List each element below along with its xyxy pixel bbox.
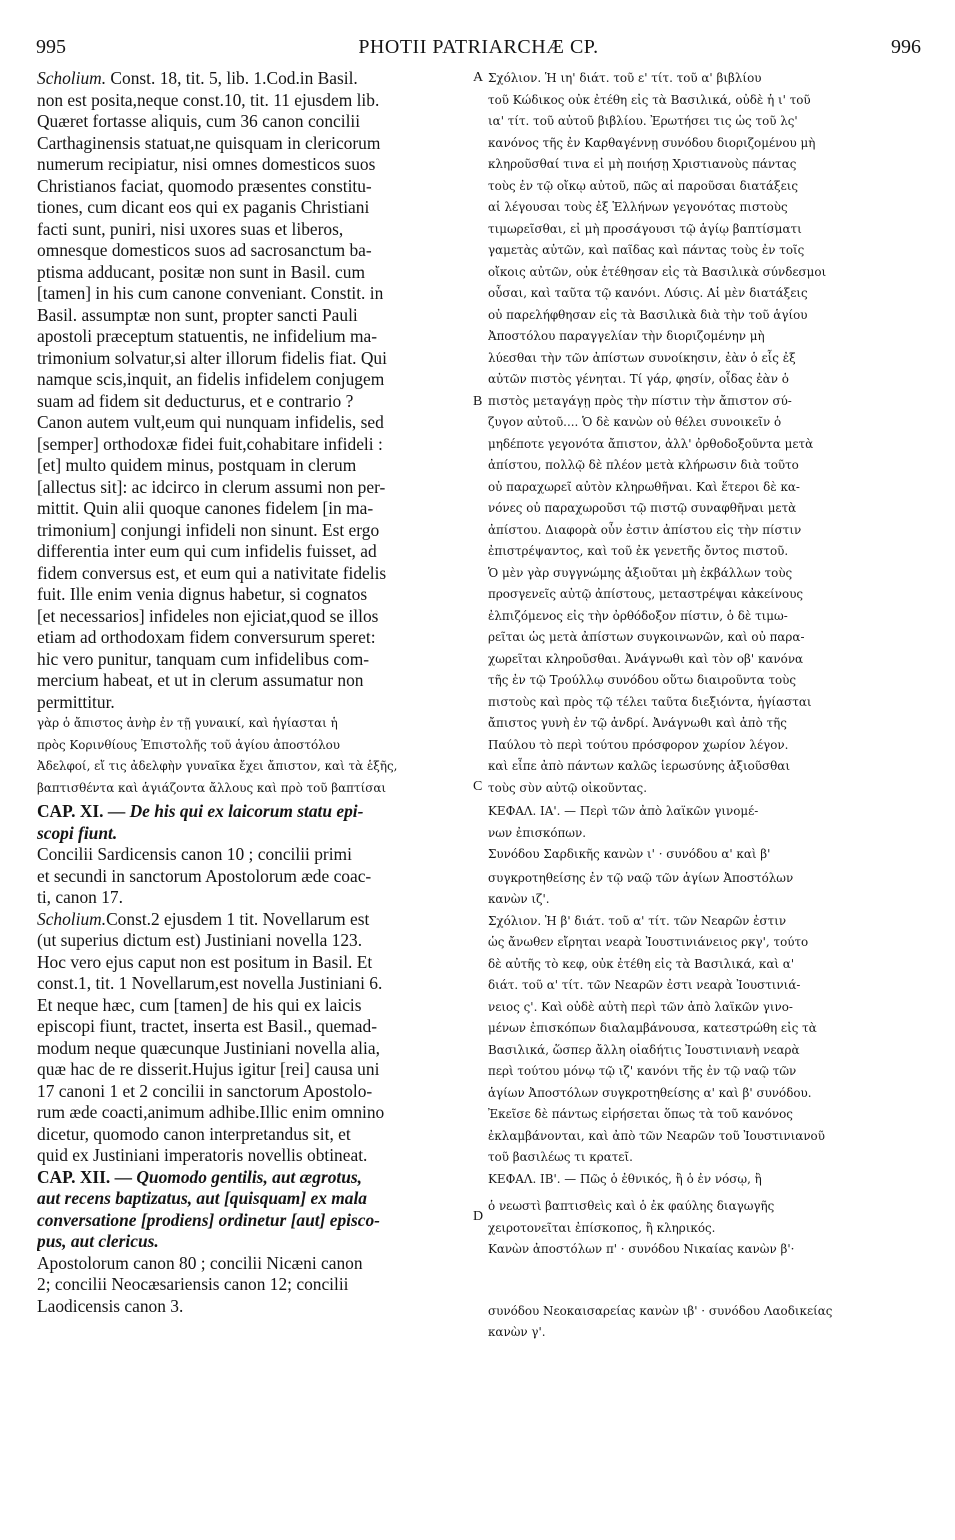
- text-run: modum neque quæcunque Justiniani novella alia,: [37, 1037, 380, 1058]
- greek-line: [488, 692, 924, 714]
- latin-line: [37, 541, 471, 563]
- text-run: ἀπίστου, πολλῷ δὲ πλέον μετὰ κλήρωσιν διὰ τοῦτο: [488, 458, 799, 472]
- greek-line: [488, 197, 924, 219]
- greek-line: [488, 412, 924, 434]
- greek-line: [488, 868, 924, 890]
- latin-line: [37, 283, 471, 305]
- running-header: [36, 36, 921, 62]
- margin-marker-c: C: [473, 779, 483, 794]
- greek-line: [488, 111, 924, 133]
- text-run: μηδέποτε γεγονότα ἄπιστον, ἀλλ' ὀρθοδοξοῦντα μετὰ: [488, 436, 814, 451]
- latin-line: [37, 930, 471, 952]
- greek-line: [488, 262, 924, 284]
- text-run: ἐπιστρέψαντος, καὶ τοῦ ἐκ γενετῆς ὄντος πιστοῦ.: [488, 544, 789, 558]
- text-run: Concilii Sardicensis canon 10 ; concilii primi: [37, 844, 352, 864]
- greek-line: [488, 154, 924, 176]
- latin-line: [37, 90, 471, 112]
- margin-marker-b: B: [473, 394, 483, 409]
- text-run: ti, canon 17.: [37, 887, 123, 907]
- greek-line: [488, 932, 924, 954]
- text-run: apostoli præceptum statuentis, ne infidelium ma-: [37, 326, 378, 346]
- greek-line: [488, 735, 924, 757]
- text-run: ια' τίτ. τοῦ αὐτοῦ βιβλίου. Ἐρωτήσει τις ὡς τοῦ λς': [488, 114, 798, 128]
- text-run: νων ἐπισκόπων.: [488, 825, 587, 840]
- latin-line: [37, 391, 471, 413]
- latin-line: [37, 305, 471, 327]
- greek-line: [488, 348, 924, 370]
- text-run: pus, aut clericus.: [37, 1231, 159, 1251]
- text-run: mittit. Quin alii quoque canones fidelem [in ma-: [37, 498, 374, 518]
- greek-line: [488, 1147, 924, 1169]
- running-title: PHOTII PATRIARCHÆ CP.: [358, 36, 599, 58]
- text-run: διάτ. τοῦ α' τίτ. τῶν Νεαρῶν ἐστι νεαρὰ Ἰουστινιά-: [488, 978, 801, 992]
- text-run: rum æde coacti,animum adhibe.Illic enim omnino: [37, 1102, 385, 1122]
- text-run: Hoc vero ejus caput non est positum in Basil. Et: [37, 951, 373, 972]
- text-run: πρὸς Κορινθίους Ἐπιστολῆς τοῦ ἁγίου ἀποστόλου: [37, 737, 341, 752]
- text-run: Ὁ μὲν γὰρ συγγνώμης ἀξιοῦται μὴ ἐκβάλλων τοὺς: [488, 565, 793, 580]
- text-run: Scholium.: [37, 908, 107, 929]
- text-run: Quæret fortasse aliquis, cum 36 canon concilii: [37, 111, 361, 131]
- latin-line: [37, 1188, 471, 1210]
- greek-line: [488, 434, 924, 456]
- text-run: permittitur.: [37, 691, 115, 712]
- text-run: οἴκοις αὐτῶν, οὐκ ἐτέθησαν εἰς τὰ Βασιλικὰ σύνδεσμοι: [488, 264, 827, 279]
- text-run: scopi fiunt.: [37, 822, 118, 843]
- text-run: Carthaginensis statuat,ne quisquam in clericorum: [37, 132, 381, 153]
- text-run: fidem conversus est, et eum qui a nativitate fidelis: [37, 562, 387, 583]
- text-run: Christianos faciat, quomodo præsentes constitu-: [37, 175, 372, 196]
- latin-line: [37, 176, 471, 198]
- text-run: [et] multo quidem minus, postquam in clerum: [37, 455, 357, 475]
- text-run: πιστοὺς καὶ πρὸς τῷ τέλει ταῦτα διεξιόντα, ἡγίασται: [488, 694, 812, 709]
- latin-line: [37, 713, 471, 735]
- text-run: ὁ νεωστὶ βαπτισθεὶς καὶ ὁ ἐκ φαύλης διαγωγῆς: [488, 1199, 775, 1213]
- greek-line: [488, 778, 924, 800]
- text-run: προσγενεῖς αὐτῷ ἀπίστους, μεταστρέψαι κἀκείνους: [488, 587, 804, 601]
- latin-line: [37, 240, 471, 262]
- latin-line: [37, 326, 471, 348]
- latin-line: [37, 1274, 471, 1296]
- latin-line: [37, 68, 471, 90]
- text-run: Σχόλιον. Ἡ ιη' διάτ. τοῦ ε' τίτ. τοῦ α' βιβλίου: [488, 71, 762, 85]
- text-run: οὐ παραχωρεῖ αὐτὸν κληρωθῆναι. Καὶ ἕτεροι δὲ κα-: [488, 479, 800, 494]
- text-run: νειος ς'. Καὶ οὐδὲ αὐτὴ περὶ τῶν ἀπὸ λαϊκῶν γινο-: [488, 999, 793, 1014]
- greek-line: [488, 670, 924, 692]
- text-run: γαμετὰς αὐτῶν, καὶ παῖδας καὶ πάντας τοὺς ἐν τοῖς: [488, 243, 805, 257]
- latin-line: [37, 692, 471, 714]
- text-run: κανόνος τῆς ἐν Καρθαγέννῃ συνόδου διοριζομένου μὴ: [488, 135, 816, 150]
- text-run: λύεσθαι τὴν τῶν ἀπίστων συνοίκησιν, ἐὰν ὁ εἷς ἐξ: [488, 350, 796, 365]
- text-run: const.1, tit. 1 Novellarum,est novella Justiniani 6.: [37, 973, 383, 993]
- text-run: Basil. assumptæ non sunt, propter sancti Pauli: [37, 304, 358, 325]
- latin-line: [37, 1124, 471, 1146]
- latin-line: [37, 133, 471, 155]
- text-run: κανὼν γ'.: [488, 1325, 546, 1339]
- text-run: (ut superius dictum est) Justiniani novella 123.: [37, 930, 363, 950]
- greek-line: [488, 563, 924, 585]
- text-run: Βασιλικά, ὥσπερ ἄλλη οἱαδήτις Ἰουστινιανὴ νεαρὰ: [488, 1042, 800, 1057]
- latin-line: [37, 756, 471, 778]
- text-run: ὡς ἄνωθεν εἴρηται νεαρὰ Ἰουστινιάνειος ρκγ', τούτο: [488, 935, 809, 949]
- text-run: etiam ad orthodoxam fidem conversurum speret:: [37, 627, 376, 647]
- latin-line: [37, 219, 471, 241]
- text-run: aut recens baptizatus, aut [quisquam] ex mala: [37, 1188, 367, 1208]
- latin-line: [37, 1167, 471, 1189]
- latin-line: [37, 649, 471, 671]
- greek-line: [488, 801, 924, 823]
- latin-line: [37, 844, 471, 866]
- latin-line: [37, 1253, 471, 1275]
- greek-line: [488, 1104, 924, 1126]
- latin-line: [37, 477, 471, 499]
- text-run: αἱ λέγουσαι τοὺς ἐξ Ἑλλήνων γεγονότας πιστοὺς: [488, 200, 788, 214]
- text-run: Laodicensis canon 3.: [37, 1295, 184, 1316]
- latin-line: [37, 973, 471, 995]
- text-run: quid ex Justiniani imperatoris novellis obtineat.: [37, 1145, 368, 1165]
- latin-line: [37, 606, 471, 628]
- text-run: [tamen] in his cum canone conveniant. Constit. in: [37, 283, 384, 303]
- latin-line: [37, 434, 471, 456]
- latin-line: [37, 1016, 471, 1038]
- latin-line: [37, 1038, 471, 1060]
- greek-line: [488, 1301, 924, 1323]
- text-run: Canon autem vult,eum qui nunquam infidelis, sed: [37, 412, 384, 432]
- text-run: μένων ἐπισκόπων διαλαμβάνουσα, κατεστρώθη εἰς τὰ: [488, 1021, 817, 1035]
- greek-line: [488, 477, 924, 499]
- greek-line: [488, 889, 924, 911]
- text-run: [et necessarios] infideles non ejiciat,quod se illos: [37, 605, 379, 626]
- greek-line: [488, 90, 924, 112]
- text-run: Const. 18, tit. 5, lib. 1.Cod.in Basil.: [106, 68, 358, 88]
- text-run: Παύλου τὸ περὶ τούτου πρόσφορον χωρίον λέγον.: [488, 737, 789, 752]
- greek-line: [488, 627, 924, 649]
- text-run: De his qui ex laicorum statu epi-: [129, 801, 364, 821]
- greek-line: [488, 1239, 924, 1261]
- latin-line: [37, 1102, 471, 1124]
- greek-line: [488, 606, 924, 628]
- text-run: namque scis,inquit, an fidelis infidelem conjugem: [37, 369, 385, 389]
- latin-line: [37, 1296, 471, 1318]
- greek-line: [488, 1083, 924, 1105]
- latin-line: [37, 1145, 471, 1167]
- text-run: ἐκλαμβάνονται, καὶ ἀπὸ τῶν Νεαρῶν τοῦ Ἰουστινιανοῦ: [488, 1128, 825, 1143]
- text-run: ἀπίστου. Διαφορὰ οὖν ἐστιν ἀπίστου εἰς τὴν πίστιν: [488, 522, 802, 537]
- text-run: οὐ παρελήφθησαν εἰς τὰ Βασιλικὰ διὰ τὴν τοῦ ἁγίου: [488, 307, 808, 322]
- latin-line: [37, 412, 471, 434]
- text-run: episcopi fiunt, tractet, inserta est Basil., quemad-: [37, 1016, 377, 1036]
- greek-line: [488, 541, 924, 563]
- text-run: καὶ εἶπε ἀπὸ πάντων καλῶς ἱερωσύνης ἀξιοῦσθαι: [488, 759, 790, 773]
- text-run: 2; concilii Neocæsariensis canon 12; concilii: [37, 1274, 349, 1294]
- text-run: τοὺς σὺν αὐτῷ οἰκοῦντας.: [488, 780, 647, 795]
- text-run: οὖσαι, καὶ ταῦτα τῷ κανόνι. Λύσις. Αἱ μὲν διατάξεις: [488, 286, 808, 300]
- text-run: fuit. Ille enim venia dignus habetur, si cognatos: [37, 584, 368, 604]
- page-number-right: 996: [891, 36, 921, 58]
- text-run: Ἀποστόλου παραγγελίαν τὴν διοριζομένην μὴ: [488, 329, 765, 343]
- latin-line: [37, 498, 471, 520]
- greek-line: [488, 1218, 924, 1240]
- latin-line: [37, 563, 471, 585]
- text-run: quæ hac de re disserit.Hujus igitur [rei] causa uni: [37, 1059, 380, 1079]
- latin-line: [37, 823, 471, 845]
- latin-line: [37, 369, 471, 391]
- latin-line: [37, 348, 471, 370]
- text-run: omnesque domesticos suos ad sacrosanctum ba-: [37, 240, 372, 260]
- greek-line: [488, 1040, 924, 1062]
- latin-line: [37, 1231, 471, 1253]
- text-run: περὶ τούτου μόνῳ τῷ ιζ' κανόνι τῆς ἐν τῷ ναῷ τῶν: [488, 1064, 797, 1078]
- greek-line: [488, 1061, 924, 1083]
- latin-line: [37, 995, 471, 1017]
- text-run: Συνόδου Σαρδικῆς κανὼν ι' · συνόδου α' καὶ β': [488, 847, 771, 861]
- greek-line: [488, 498, 924, 520]
- greek-line: [488, 975, 924, 997]
- text-run: et secundi in sanctorum Apostolorum æde coac-: [37, 865, 372, 886]
- text-run: συνόδου Νεοκαισαρείας κανὼν ιβ' · συνόδου Λαοδικείας: [488, 1303, 833, 1318]
- latin-line: [37, 111, 471, 133]
- greek-line: [488, 1196, 924, 1218]
- greek-line: [488, 391, 924, 413]
- latin-line: [37, 1081, 471, 1103]
- text-run: Scholium.: [37, 68, 107, 88]
- text-run: τοῦ βασιλέως τι κρατεῖ.: [488, 1150, 633, 1164]
- text-run: [allectus sit]: ac idcirco in clerum assumi non per-: [37, 476, 386, 497]
- latin-line: [37, 520, 471, 542]
- text-run: Const.2 ejusdem 1 tit. Novellarum est: [106, 908, 370, 929]
- text-run: πιστὸς μεταγάγῃ πρὸς τὴν πίστιν τὴν ἄπιστον σύ-: [488, 393, 792, 408]
- text-run: γὰρ ὁ ἄπιστος ἀνὴρ ἐν τῇ γυναικί, καὶ ἡγίασται ἡ: [37, 716, 338, 730]
- latin-line: [37, 670, 471, 692]
- latin-line: [37, 1059, 471, 1081]
- greek-line: [488, 133, 924, 155]
- text-run: ἁγίων Ἀποστόλων συγκροτηθείσης α' καὶ β' συνόδου.: [488, 1085, 812, 1100]
- text-run: Ἐκεῖσε δὲ πάντως εἰρήσεται ὅπως τὰ τοῦ κανόνος: [488, 1107, 793, 1121]
- text-run: tiones, cum dicant eos qui ex paganis Christiani: [37, 197, 370, 217]
- text-run: Et neque hæc, cum [tamen] de his qui ex laicis: [37, 994, 362, 1015]
- text-run: 17 canoni 1 et 2 concilii in sanctorum Apostolo-: [37, 1080, 373, 1101]
- greek-line: [488, 68, 924, 90]
- greek-line: [488, 844, 924, 866]
- latin-line: [37, 262, 471, 284]
- text-run: CAP. XII. —: [37, 1166, 137, 1187]
- text-run: ἄπιστος γυνὴ ἐν τῷ ἀνδρί. Ἀνάγνωθι καὶ ἀπὸ τῆς: [488, 716, 787, 730]
- text-run: Quomodo gentilis, aut ægrotus,: [136, 1166, 363, 1187]
- latin-line: [37, 627, 471, 649]
- text-run: τοὺς ἐν τῷ οἴκῳ αὐτοῦ, πῶς αἱ παροῦσαι διατάξεις: [488, 178, 799, 193]
- greek-line: [488, 455, 924, 477]
- text-run: νόνες οὐ παραχωροῦσι τῷ πιστῷ συναφθῆναι μετὰ: [488, 501, 797, 515]
- text-run: βαπτισθέντα καὶ ἁγιάζοντα ἄλλους καὶ πρὸ τοῦ βαπτίσαι: [37, 780, 387, 795]
- greek-line: [488, 584, 924, 606]
- greek-line: [488, 305, 924, 327]
- latin-line: [37, 778, 471, 800]
- text-run: differentia inter eum qui cum infidelis fuisset, ad: [37, 541, 377, 561]
- latin-line: [37, 584, 471, 606]
- greek-line: [488, 240, 924, 262]
- text-run: trimonium] conjungi infideli non sinunt. Est ergo: [37, 519, 380, 540]
- latin-line: [37, 154, 471, 176]
- greek-line: [488, 823, 924, 845]
- greek-line: [488, 326, 924, 348]
- latin-line: [37, 866, 471, 888]
- latin-line: [37, 197, 471, 219]
- text-run: δὲ αὐτῆς τὸ κεφ, οὐκ ἐτέθη εἰς τὰ Βασιλικά, καὶ α': [488, 956, 795, 971]
- text-run: mercium habeat, et ut in clerum assumatur non: [37, 670, 364, 690]
- text-run: hic vero punitur, tanquam cum infidelibus com-: [37, 648, 370, 669]
- latin-line: [37, 1210, 471, 1232]
- greek-line: [488, 1018, 924, 1040]
- margin-marker-a: A: [473, 70, 484, 85]
- text-run: conversatione [prodiens] ordinetur [aut] episco-: [37, 1209, 380, 1230]
- greek-line: [488, 1169, 924, 1191]
- greek-line: [488, 369, 924, 391]
- text-run: suam ad fidem sit deducturus, et e contrario ?: [37, 390, 354, 411]
- greek-line: [488, 997, 924, 1019]
- text-run: Ἀδελφοί, εἴ τις ἀδελφὴν γυναῖκα ἔχει ἄπιστον, καὶ τὰ ἑξῆς,: [37, 759, 398, 773]
- latin-line: [37, 455, 471, 477]
- latin-line: [37, 735, 471, 757]
- text-run: non est posita,neque const.10, tit. 11 ejusdem lib.: [37, 89, 380, 110]
- text-run: τῆς ἐν τῷ Τρούλλῳ συνόδου οὕτω διαιροῦντα τοὺς: [488, 673, 797, 687]
- greek-line: [488, 283, 924, 305]
- text-run: κανὼν ιζ'.: [488, 892, 550, 906]
- text-run: Apostolorum canon 80 ; concilii Nicæni canon: [37, 1252, 363, 1273]
- latin-column: [37, 68, 477, 1317]
- greek-line: [488, 649, 924, 671]
- page-number-left: 995: [36, 36, 66, 58]
- text-run: ΚΕΦΑΛ. ΙΒ'. — Πῶς ὁ ἐθνικός, ἢ ὁ ἐν νόσῳ, ἢ: [488, 1171, 762, 1186]
- text-run: ζυγον αὐτοῦ.... Ὁ δὲ κανὼν οὐ θέλει συνοικεῖν ὁ: [488, 415, 782, 429]
- greek-line: [488, 911, 924, 933]
- text-run: ptisma adducant, positæ non sunt in Basil. cum: [37, 261, 365, 282]
- text-run: χειροτονεῖται ἐπίσκοπος, ἢ κληρικός.: [488, 1220, 716, 1235]
- text-run: ΚΕΦΑΛ. ΙΑ'. — Περὶ τῶν ἀπὸ λαϊκῶν γινομέ-: [488, 804, 759, 818]
- greek-line: [488, 1322, 924, 1344]
- text-run: ἐλπιζόμενος εἰς τὴν ὀρθόδοξον πίστιν, ὁ δὲ τιμω-: [488, 608, 788, 623]
- latin-line: [37, 909, 471, 931]
- text-run: συγκροτηθείσης ἐν τῷ ναῷ τῶν ἁγίων Ἀποστόλων: [488, 870, 794, 885]
- greek-line: [488, 520, 924, 542]
- greek-line: [488, 713, 924, 735]
- text-run: Σχόλιον. Ἡ β' διάτ. τοῦ α' τίτ. τῶν Νεαρῶν ἐστιν: [488, 913, 787, 928]
- text-run: χωρεῖται κληροῦσθαι. Ἀνάγνωθι καὶ τὸν οβ' κανόνα: [488, 651, 804, 666]
- text-run: αὐτῶν πιστὸς γένηται. Τί γάρ, φησίν, οἶδας ἐὰν ὁ: [488, 372, 789, 386]
- text-run: τοῦ Κώδικος οὐκ ἐτέθη εἰς τὰ Βασιλικά, οὐδὲ ἡ ι' τοῦ: [488, 92, 811, 107]
- latin-line: [37, 887, 471, 909]
- text-run: CAP. XI. —: [37, 801, 130, 821]
- greek-line: [488, 176, 924, 198]
- text-run: [semper] orthodoxæ fidei fuit,cohabitare infideli :: [37, 433, 383, 454]
- text-run: trimonium solvatur,si alter illorum fidelis fiat. Qui: [37, 347, 387, 368]
- greek-line: [488, 954, 924, 976]
- text-run: Κανὼν ἀποστόλων π' · συνόδου Νικαίας κανὼν β'·: [488, 1242, 795, 1256]
- text-run: dicetur, quomodo canon interpretandus sit, et: [37, 1123, 351, 1144]
- greek-line: [488, 756, 924, 778]
- greek-line: [488, 1126, 924, 1148]
- text-run: τιμωρεῖσθαι, εἰ μὴ προσάγουσι τῷ ἁγίῳ βαπτίσματι: [488, 221, 802, 236]
- latin-line: [37, 801, 471, 823]
- greek-column: [488, 68, 928, 1344]
- greek-line: [488, 219, 924, 241]
- latin-line: [37, 952, 471, 974]
- text-run: facti sunt, puniri, nisi uxores suas et liberos,: [37, 218, 344, 239]
- text-run: numerum recipiatur, nisi omnes domesticos suos: [37, 154, 376, 174]
- text-run: κληροῦσθαί τινα εἰ μὴ ποιήσῃ Χριστιανοὺς πάντας: [488, 157, 797, 171]
- margin-marker-d: D: [473, 1209, 484, 1224]
- text-run: ρεῖται ὡς μετὰ ἀπίστων συγκοινωνῶν, καὶ οὐ παρα-: [488, 630, 805, 644]
